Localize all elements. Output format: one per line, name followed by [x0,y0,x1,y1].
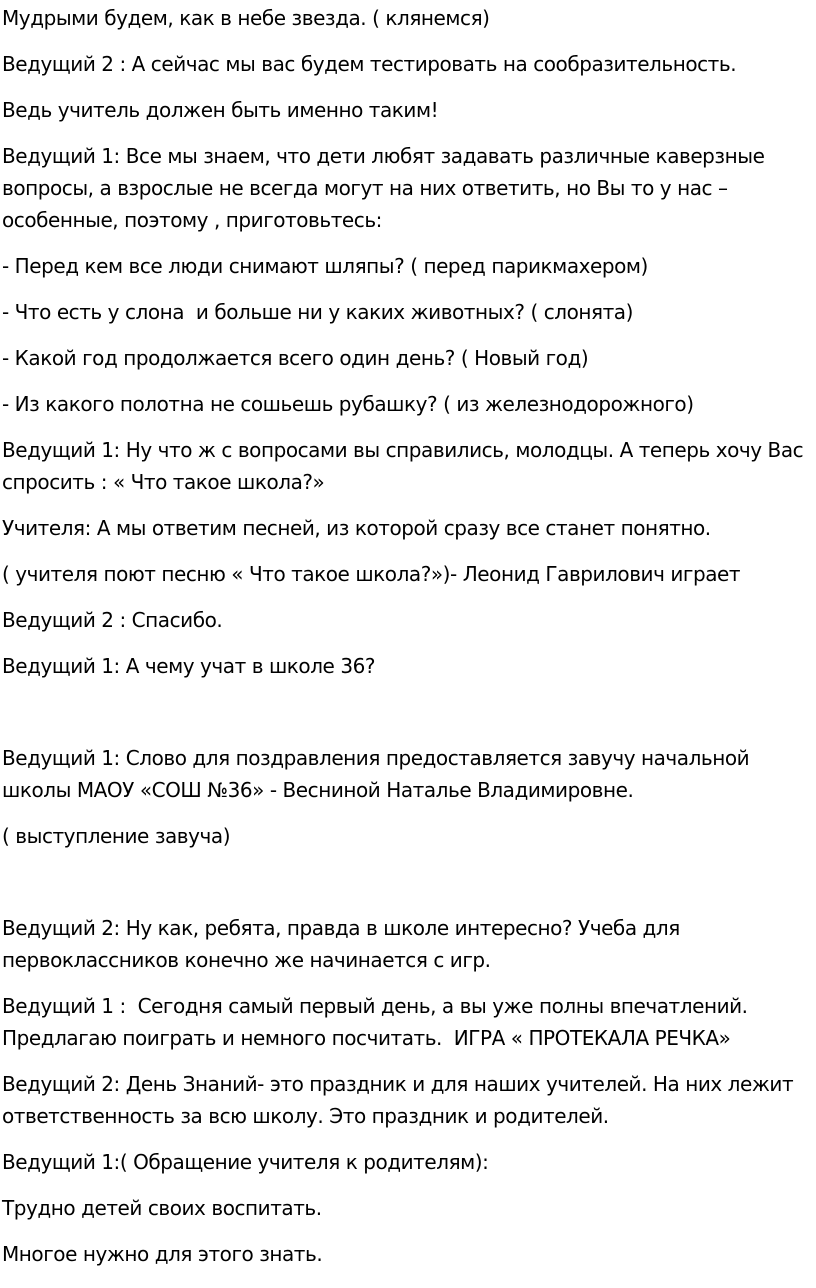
text-line: Мудрыми будем, как в небе звезда. ( клянемся) [2,6,490,30]
text-line: ( учителя поют песню « Что такое школа?»)- Леонид Гаврилович играет [2,562,741,586]
text-line: - Из какого полотна не сошьешь рубашку? ( из железнодорожного) [2,392,694,416]
text-line: Ведущий 1:( Обращение учителя к родителям): [2,1150,489,1174]
text-line: Предлагаю поиграть и немного посчитать. ИГРА « ПРОТЕКАЛА РЕЧКА» [2,1026,731,1050]
text-line: спросить : « Что такое школа?» [2,470,325,494]
text-line: - Какой год продолжается всего один день? ( Новый год) [2,346,589,370]
text-line: Трудно детей своих воспитать. [2,1196,322,1220]
text-line: Ведущий 2 : А сейчас мы вас будем тестировать на сообразительность. [2,52,737,76]
text-line: Ведь учитель должен быть именно таким! [2,98,439,122]
text-line: Ведущий 1: Все мы знаем, что дети любят задавать различные каверзные [2,144,765,168]
text-line: Ведущий 2 : Спасибо. [2,608,223,632]
text-line: Ведущий 2: Ну как, ребята, правда в школе интересно? Учеба для [2,916,680,940]
text-line: Ведущий 1 : Сегодня самый первый день, а вы уже полны впечатлений. [2,994,748,1018]
text-line: школы МАОУ «СОШ №36» - Весниной Наталье Владимировне. [2,778,634,802]
text-line: Ведущий 1: А чему учат в школе 36? [2,654,376,678]
text-line: - Перед кем все люди снимают шляпы? ( перед парикмахером) [2,254,648,278]
text-line: вопросы, а взрослые не всегда могут на них ответить, но Вы то у нас – [2,176,728,200]
text-line: ответственность за всю школу. Это праздник и родителей. [2,1104,609,1128]
text-line: - Что есть у слона и больше ни у каких животных? ( слонята) [2,300,633,324]
text-line: Учителя: А мы ответим песней, из которой сразу все станет понятно. [2,516,711,540]
text-line: Ведущий 2: День Знаний- это праздник и для наших учителей. На них лежит [2,1072,794,1096]
text-line: Ведущий 1: Слово для поздравления предоставляется завучу начальной [2,746,750,770]
text-line: ( выступление завуча) [2,824,231,848]
text-line: особенные, поэтому , приготовьтесь: [2,208,382,232]
text-line: Ведущий 1: Ну что ж с вопросами вы справились, молодцы. А теперь хочу Вас [2,438,804,462]
text-line: первоклассников конечно же начинается с игр. [2,948,491,972]
text-line: Многое нужно для этого знать. [2,1242,323,1266]
